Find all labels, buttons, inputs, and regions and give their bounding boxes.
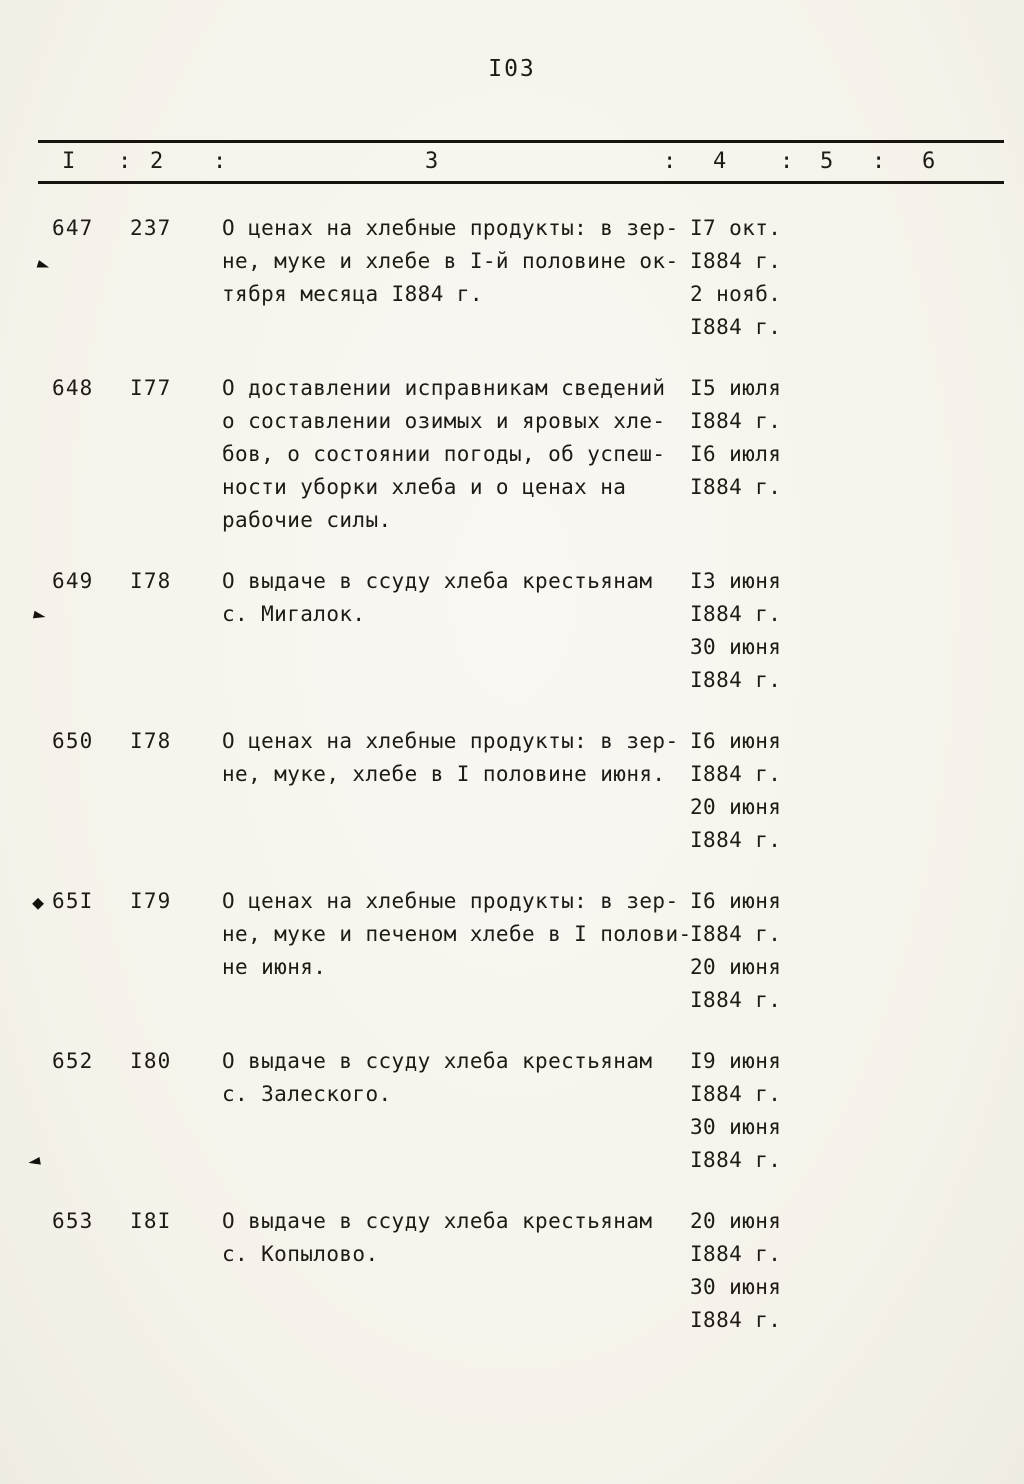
document-number: I80	[130, 1049, 172, 1073]
table-row	[0, 212, 1024, 344]
pen-mark-icon: ►	[34, 250, 54, 278]
document-number: I8I	[130, 1209, 172, 1233]
date-line: I884 г.	[690, 602, 782, 626]
column-header-4: 4	[713, 149, 728, 174]
date-line: I884 г.	[690, 922, 782, 946]
column-header-5: 5	[820, 149, 835, 174]
title-line: тября месяца I884 г.	[222, 282, 483, 306]
date-line: 20 июня	[690, 955, 782, 979]
document-number: I78	[130, 569, 172, 593]
title-line: ности уборки хлеба и о ценах на	[222, 475, 627, 499]
date-line: 30 июня	[690, 635, 782, 659]
entry-number: 647	[52, 216, 94, 240]
date-line: I9 июня	[690, 1049, 782, 1073]
entry-dates	[690, 565, 1024, 697]
entry-dates	[690, 725, 1024, 857]
pen-mark-icon: ◄	[26, 1147, 43, 1173]
date-line: 2 нояб.	[690, 282, 782, 306]
date-line: I884 г.	[690, 668, 782, 692]
entry-title	[222, 1205, 690, 1337]
page-number: I03	[488, 56, 536, 82]
table-row	[0, 725, 1024, 857]
entry-title	[222, 725, 690, 857]
table-row	[0, 372, 1024, 537]
date-line: I884 г.	[690, 1082, 782, 1106]
date-line: I884 г.	[690, 315, 782, 339]
column-separator: :	[872, 149, 887, 174]
title-line: О выдаче в ссуду хлеба крестьянам	[222, 1049, 653, 1073]
column-separator: :	[780, 149, 795, 174]
pen-mark-icon: ◆	[32, 890, 45, 914]
date-line: I884 г.	[690, 249, 782, 273]
column-separator: :	[213, 149, 228, 174]
table-header	[38, 140, 1004, 184]
title-line: о составлении озимых и яровых хле-	[222, 409, 666, 433]
title-line: О ценах на хлебные продукты: в зер-	[222, 216, 679, 240]
title-line: О ценах на хлебные продукты: в зер-	[222, 729, 679, 753]
title-line: О выдаче в ссуду хлеба крестьянам	[222, 569, 653, 593]
column-header-3: 3	[425, 149, 440, 174]
title-line: не, муке и хлебе в I-й половине ок-	[222, 249, 679, 273]
date-line: 20 июня	[690, 795, 782, 819]
entry-number: 650	[52, 729, 94, 753]
entry-number: 653	[52, 1209, 94, 1233]
entry-title	[222, 212, 690, 344]
date-line: I884 г.	[690, 1308, 782, 1332]
title-line: не июня.	[222, 955, 327, 979]
date-line: I6 июня	[690, 889, 782, 913]
date-line: I884 г.	[690, 1242, 782, 1266]
column-header-1: I	[62, 149, 77, 174]
entry-title	[222, 885, 690, 1017]
title-line: рабочие силы.	[222, 508, 392, 532]
entry-title	[222, 565, 690, 697]
pen-mark-icon: ►	[31, 601, 49, 627]
title-line: с. Залеского.	[222, 1082, 392, 1106]
entry-number: 649	[52, 569, 94, 593]
table-row	[0, 565, 1024, 697]
table-rule-bottom	[38, 181, 1004, 184]
column-header-6: 6	[922, 149, 937, 174]
entry-dates	[690, 885, 1024, 1017]
table-row	[0, 885, 1024, 1017]
entry-dates	[690, 1045, 1024, 1177]
table-row	[0, 1045, 1024, 1177]
entry-dates	[690, 1205, 1024, 1337]
date-line: I7 окт.	[690, 216, 782, 240]
date-line: I884 г.	[690, 762, 782, 786]
title-line: О ценах на хлебные продукты: в зер-	[222, 889, 679, 913]
column-header-2: 2	[150, 149, 165, 174]
date-line: I884 г.	[690, 988, 782, 1012]
date-line: 20 июня	[690, 1209, 782, 1233]
entry-title	[222, 372, 690, 537]
table-body	[0, 212, 1024, 1365]
date-line: 30 июня	[690, 1115, 782, 1139]
document-number: I77	[130, 376, 172, 400]
date-line: 30 июня	[690, 1275, 782, 1299]
document-number: I79	[130, 889, 172, 913]
document-number: I78	[130, 729, 172, 753]
title-line: О выдаче в ссуду хлеба крестьянам	[222, 1209, 653, 1233]
entry-number: 65I	[52, 889, 94, 913]
date-line: I6 июля	[690, 442, 782, 466]
entry-title	[222, 1045, 690, 1177]
date-line: I884 г.	[690, 828, 782, 852]
entry-number: 652	[52, 1049, 94, 1073]
entry-dates	[690, 212, 1024, 344]
title-line: не, муке и печеном хлебе в I полови-	[222, 922, 692, 946]
date-line: I884 г.	[690, 1148, 782, 1172]
date-line: I5 июля	[690, 376, 782, 400]
document-number: 237	[130, 216, 172, 240]
title-line: с. Копылово.	[222, 1242, 379, 1266]
column-headers	[38, 140, 1004, 184]
title-line: бов, о состоянии погоды, об успеш-	[222, 442, 666, 466]
date-line: I6 июня	[690, 729, 782, 753]
column-separator: :	[118, 149, 133, 174]
date-line: I884 г.	[690, 475, 782, 499]
table-row	[0, 1205, 1024, 1337]
entry-dates	[690, 372, 1024, 537]
title-line: с. Мигалок.	[222, 602, 366, 626]
column-separator: :	[663, 149, 678, 174]
date-line: I3 июня	[690, 569, 782, 593]
title-line: О доставлении исправникам сведений	[222, 376, 666, 400]
title-line: не, муке, хлебе в I половине июня.	[222, 762, 666, 786]
entry-number: 648	[52, 376, 94, 400]
date-line: I884 г.	[690, 409, 782, 433]
